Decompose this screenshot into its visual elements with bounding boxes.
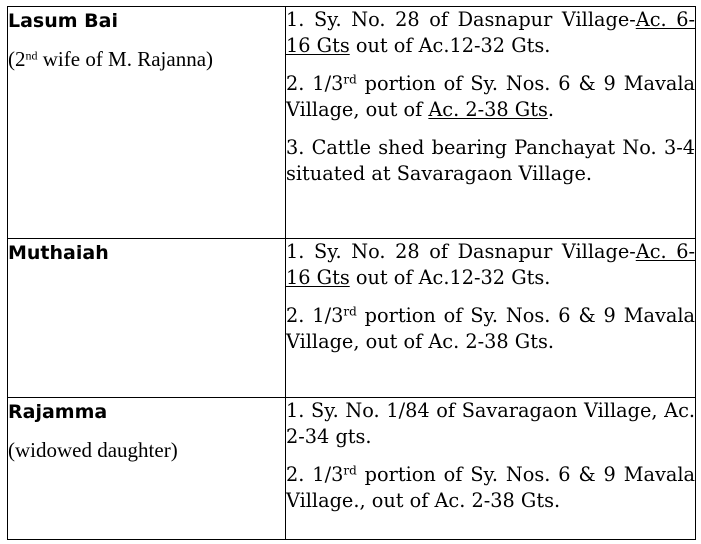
property-item: 1. Sy. No. 1/84 of Savaragaon Village, Ac. 2-34 gts. bbox=[286, 399, 695, 448]
property-item: 2. 1/3rd portion of Sy. Nos. 6 & 9 Mavala Village, out of Ac. 2-38 Gts. bbox=[286, 304, 696, 353]
property-cell bbox=[286, 7, 696, 239]
table-row bbox=[8, 7, 696, 239]
heir-cell bbox=[8, 398, 286, 540]
property-item: 1. Sy. No. 28 of Dasnapur Village-Ac. 6-16 Gts out of Ac.12-32 Gts. bbox=[286, 8, 695, 57]
heir-description: (2nd wife of M. Rajanna) bbox=[8, 47, 214, 71]
heir-cell bbox=[8, 7, 286, 239]
property-item: 2. 1/3rd portion of Sy. Nos. 6 & 9 Mavala Village., out of Ac. 2-38 Gts. bbox=[286, 463, 696, 512]
heir-description: (widowed daughter) bbox=[8, 438, 178, 462]
table-row bbox=[8, 239, 696, 398]
property-cell bbox=[286, 239, 696, 398]
property-allotment-table bbox=[7, 6, 696, 540]
heir-name: Lasum Bai bbox=[8, 10, 118, 32]
property-item: 2. 1/3rd portion of Sy. Nos. 6 & 9 Mavala Village, out of Ac. 2-38 Gts. bbox=[286, 72, 696, 121]
heir-name: Muthaiah bbox=[8, 242, 109, 264]
heir-name: Rajamma bbox=[8, 401, 108, 423]
property-item: 1. Sy. No. 28 of Dasnapur Village-Ac. 6-16 Gts out of Ac.12-32 Gts. bbox=[286, 240, 695, 289]
heir-cell bbox=[8, 239, 286, 398]
table-row bbox=[8, 398, 696, 540]
property-item: 3. Cattle shed bearing Panchayat No. 3-4 situated at Savaragaon Village. bbox=[286, 136, 695, 185]
property-cell bbox=[286, 398, 696, 540]
